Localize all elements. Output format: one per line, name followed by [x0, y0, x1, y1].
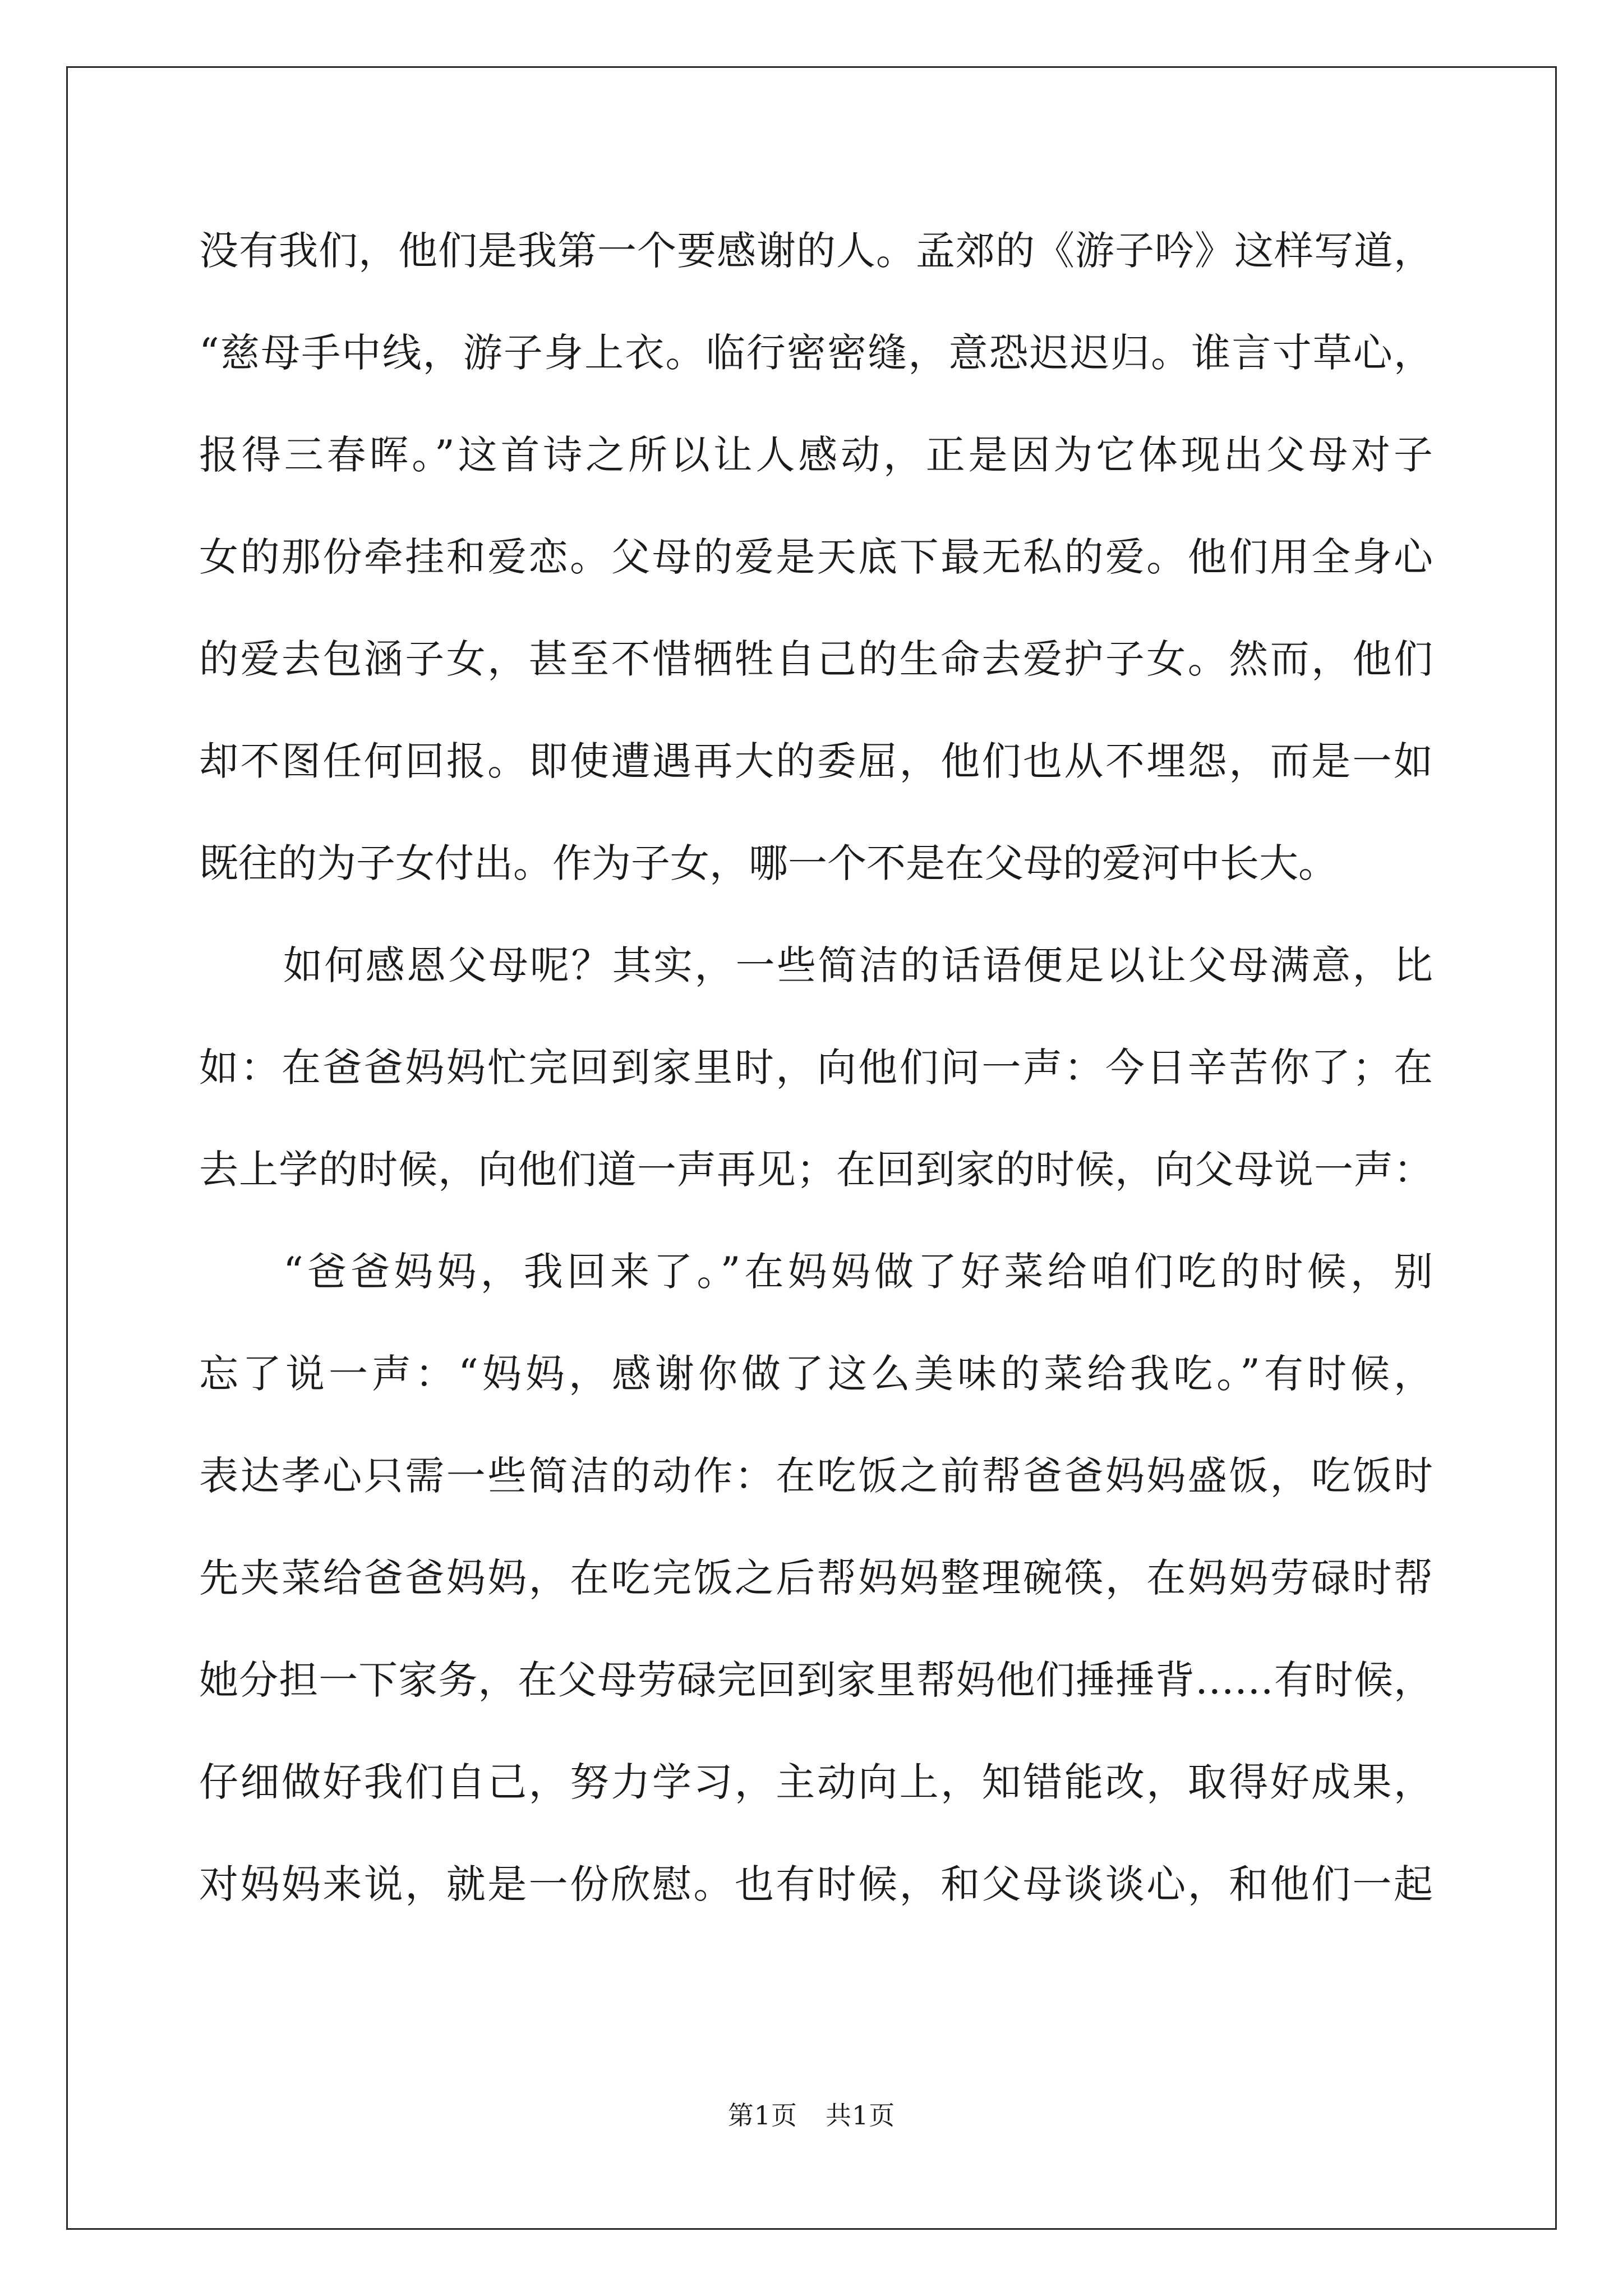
text-line: 如何感恩父母呢？其实，一些简洁的话语便足以让父母满意，比 [283, 942, 1433, 988]
text-line: 的爱去包涵子女，甚至不惜牺牲自己的生命去爱护子女。然而，他们 [199, 636, 1433, 682]
text-line: 如：在爸爸妈妈忙完回到家里时，向他们问一声：今日辛苦你了；在 [199, 1045, 1433, 1091]
text-line: “慈母手中线，游子身上衣。临行密密缝，意恐迟迟归。谁言寸草心， [199, 330, 1433, 376]
text-line: 报得三春晖。”这首诗之所以让人感动，正是因为它体现出父母对子 [199, 432, 1433, 478]
page-footer [0, 2095, 1623, 2132]
text-line: 去上学的时候，向他们道一声再见；在回到家的时候，向父母说一声： [199, 1147, 1433, 1193]
text-line: 既往的为子女付出。作为子女，哪一个不是在父母的爱河中长大。 [199, 840, 1338, 886]
text-line: 女的那份牵挂和爱恋。父母的爱是天底下最无私的爱。他们用全身心 [199, 534, 1433, 580]
page-number: 第1页 [727, 2100, 797, 2131]
text-line: 她分担一下家务，在父母劳碌完回到家里帮妈他们捶捶背……有时候， [199, 1657, 1433, 1703]
text-line: 对妈妈来说，就是一份欣慰。也有时候，和父母谈谈心，和他们一起 [199, 1861, 1433, 1907]
page-total: 共1页 [826, 2100, 896, 2131]
text-line: 忘了说一声：“妈妈，感谢你做了这么美味的菜给我吃。”有时候， [199, 1351, 1433, 1397]
document-body [199, 200, 1433, 1935]
text-line: 没有我们，他们是我第一个要感谢的人。孟郊的《游子吟》这样写道， [199, 228, 1433, 274]
text-line: 仔细做好我们自己，努力学习，主动向上，知错能改，取得好成果， [199, 1759, 1433, 1805]
text-line: “爸爸妈妈，我回来了。”在妈妈做了好菜给咱们吃的时候，别 [283, 1249, 1433, 1295]
text-line: 先夹菜给爸爸妈妈，在吃完饭之后帮妈妈整理碗筷，在妈妈劳碌时帮 [199, 1555, 1433, 1601]
text-line: 表达孝心只需一些简洁的动作：在吃饭之前帮爸爸妈妈盛饭，吃饭时 [199, 1453, 1433, 1499]
text-line: 却不图任何回报。即使遭遇再大的委屈，他们也从不埋怨，而是一如 [199, 738, 1433, 784]
